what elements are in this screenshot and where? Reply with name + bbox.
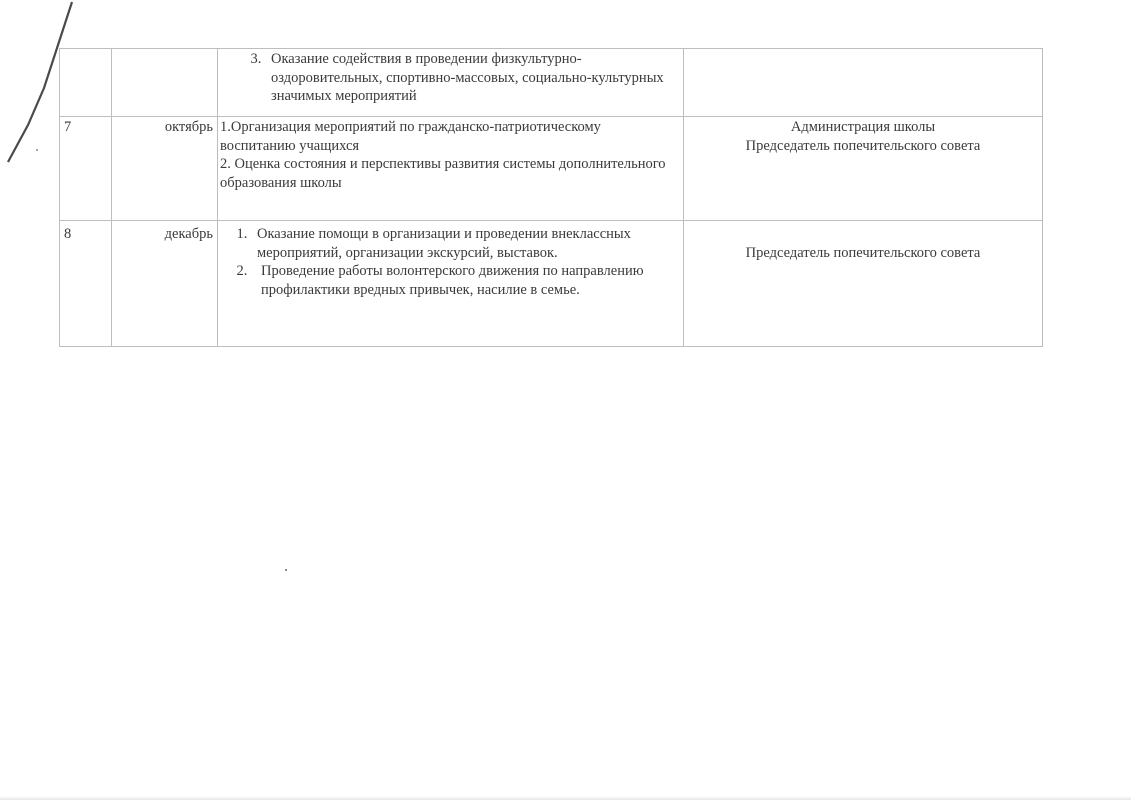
- row-number: 7: [60, 117, 112, 221]
- event-item: 2. Проведение работы волонтерского движения по направлению профилактики вредных привычек, насилие в семье.: [251, 262, 680, 299]
- event-item: 1.Организация мероприятий по гражданско-патриотическому воспитанию учащихся: [220, 119, 601, 154]
- row-month: декабрь: [112, 221, 218, 347]
- row-responsible: [684, 49, 1043, 117]
- row-number: [60, 49, 112, 117]
- event-item: 1. Оказание помощи в организации и проведении внеклассных мероприятий, организации экскурсий, выставок.: [251, 225, 680, 262]
- scan-bottom-edge: [0, 796, 1131, 800]
- scan-speck: [285, 569, 287, 571]
- table-row: [60, 49, 1043, 117]
- event-list: [221, 50, 680, 106]
- row-events: [218, 49, 684, 117]
- table-row: [60, 117, 1043, 221]
- row-number: 8: [60, 221, 112, 347]
- row-events: [218, 221, 684, 347]
- responsible-name: Администрация школы: [790, 119, 936, 135]
- scan-speck: [36, 149, 38, 151]
- plan-table: [59, 48, 1043, 347]
- event-item: 2. Оценка состояния и перспективы развития системы дополнительного образования школы: [220, 156, 666, 191]
- row-month: [112, 49, 218, 117]
- row-responsible: [684, 117, 1043, 221]
- table-row: [60, 221, 1043, 347]
- row-responsible: [684, 221, 1043, 347]
- row-events: [218, 117, 684, 221]
- responsible-name: Председатель попечительского совета: [745, 137, 981, 154]
- event-list: [221, 225, 680, 299]
- row-month: октябрь: [112, 117, 218, 221]
- event-item: 3. Оказание содействия в проведении физкультурно-оздоровительных, спортивно-массовых, социально-культурных значимых мероприятий: [265, 50, 680, 106]
- responsible-name: Председатель попечительского совета: [745, 245, 981, 261]
